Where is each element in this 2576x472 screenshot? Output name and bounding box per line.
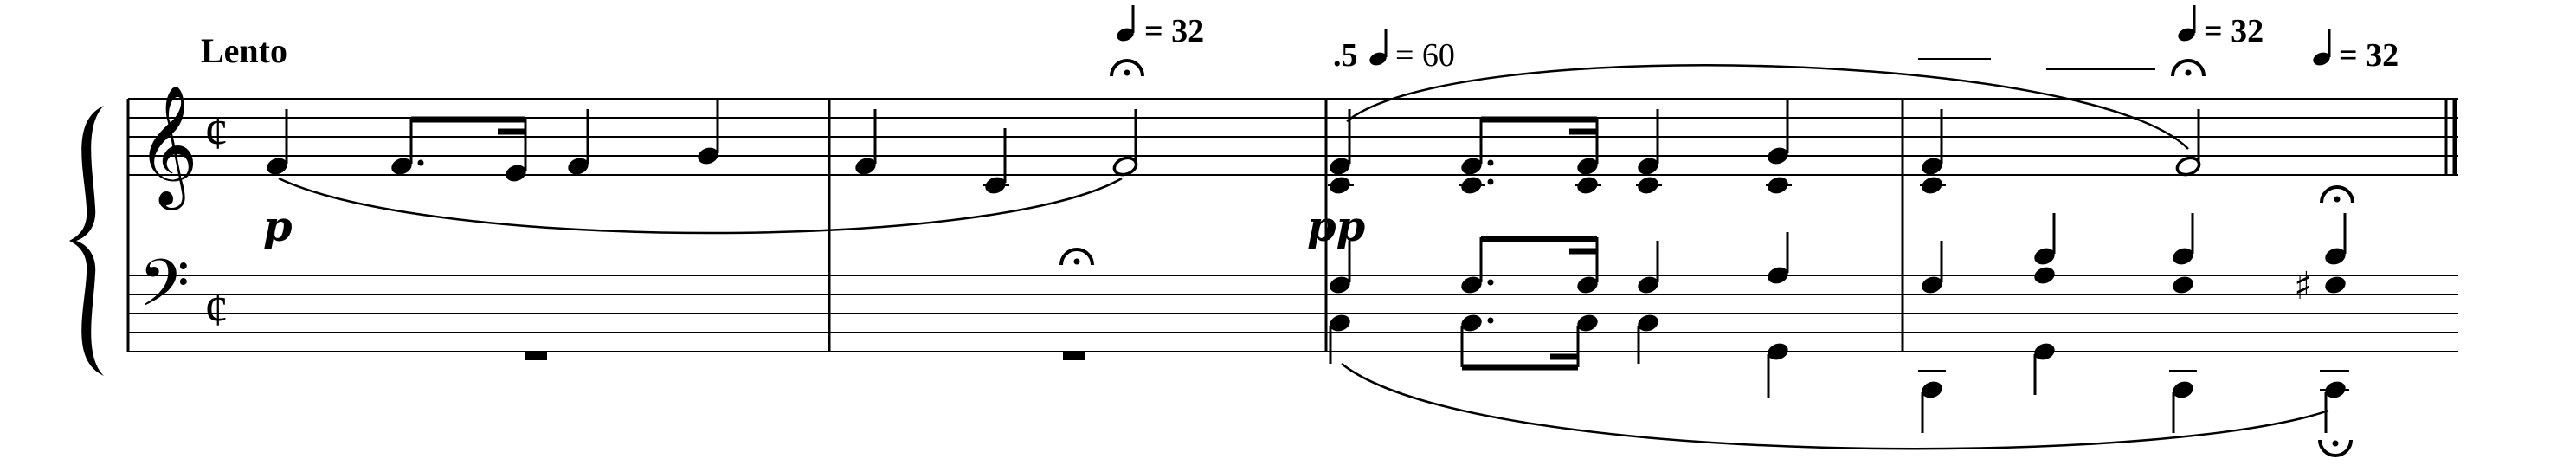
measure-1-treble bbox=[265, 99, 721, 184]
bass-time-signature: ¢ bbox=[204, 283, 229, 337]
sharp-accidental: ♯ bbox=[2294, 264, 2313, 308]
treble-clef-icon: 𝄞 bbox=[137, 85, 198, 205]
measure-3-bass bbox=[1328, 232, 1791, 398]
dynamic-piano: p bbox=[263, 203, 293, 251]
metronome-m2 bbox=[1115, 5, 1204, 49]
whole-rest bbox=[1063, 352, 1085, 360]
bass-clef-icon: 𝄢 bbox=[138, 245, 190, 338]
tempo-marking: Lento bbox=[201, 31, 287, 70]
metronome-m4b bbox=[2311, 29, 2399, 74]
measure-3-treble bbox=[1328, 99, 1792, 197]
fermata-icon bbox=[2173, 61, 2204, 76]
measure-2-treble bbox=[853, 109, 1139, 197]
grand-staff-brace bbox=[69, 106, 104, 376]
fermata-icon bbox=[2320, 440, 2351, 456]
slur bbox=[1342, 364, 2328, 449]
dynamic-pianissimo: pp bbox=[1307, 203, 1366, 251]
metronome-m4a-value: = 32 bbox=[2204, 13, 2264, 49]
measure-4-treble bbox=[1920, 109, 2202, 197]
metronome-m3-value: = 60 bbox=[1395, 37, 1455, 74]
bass-staff bbox=[128, 275, 2458, 352]
fermata-icon bbox=[2322, 187, 2353, 203]
treble-time-signature: ¢ bbox=[204, 107, 229, 160]
metronome-m3-prefix: .5 bbox=[1333, 37, 1358, 74]
fermata-icon bbox=[1111, 61, 1143, 76]
metronome-m4b-value: = 32 bbox=[2339, 37, 2399, 74]
metronome-m4a bbox=[2176, 5, 2264, 49]
metronome-m2-value: = 32 bbox=[1144, 13, 1205, 49]
metronome-m3 bbox=[1333, 29, 1455, 74]
fermata-icon bbox=[1061, 249, 1092, 265]
measure-4-bass bbox=[1918, 213, 2349, 433]
whole-rest bbox=[525, 352, 547, 360]
